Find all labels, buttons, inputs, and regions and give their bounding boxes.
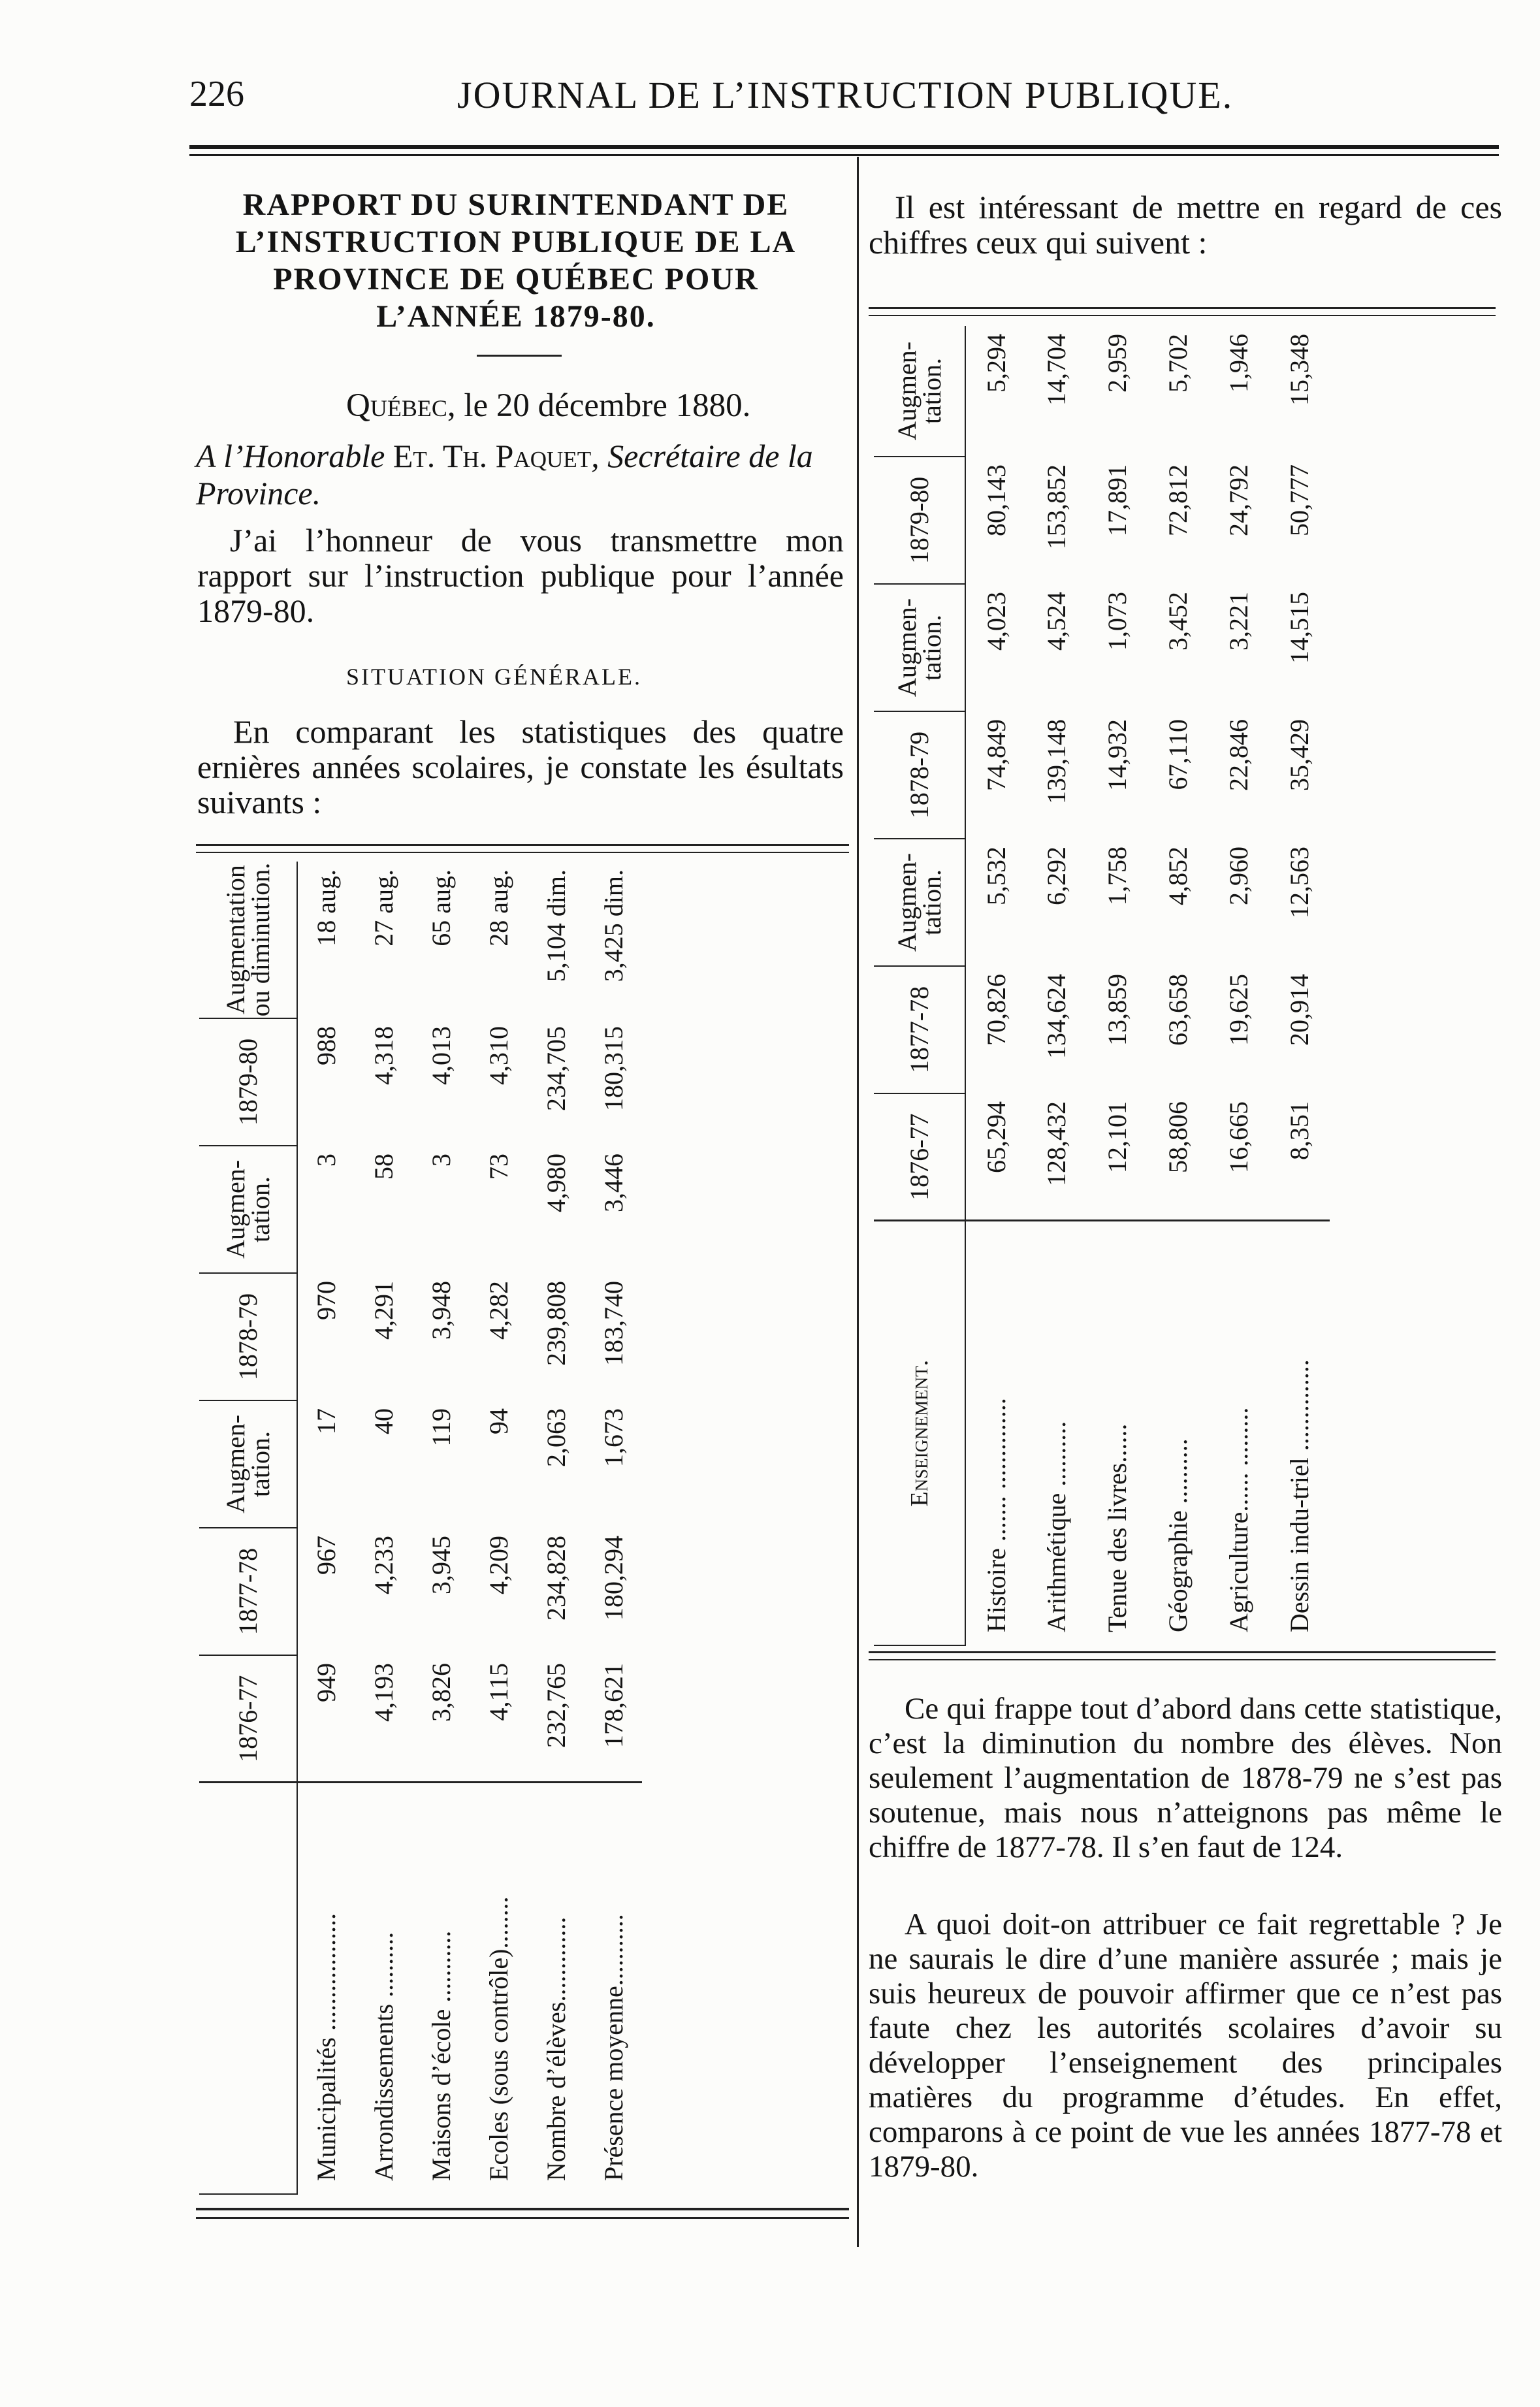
table2-col-header: 1879-80 xyxy=(874,457,965,584)
row-label: Présence moyenne........... xyxy=(585,1783,642,2194)
date: , le 20 décembre 1880. xyxy=(447,387,751,424)
cell: 27 aug. xyxy=(368,869,398,946)
cell: 3,826 xyxy=(426,1663,456,1722)
cell: 239,808 xyxy=(541,1281,571,1366)
cell: 15,348 xyxy=(1285,334,1314,406)
cell: 3,945 xyxy=(426,1536,456,1594)
table-row xyxy=(470,862,527,2194)
title-separator xyxy=(477,355,562,357)
table1-col-header: Augmen-tation. xyxy=(199,1400,297,1528)
cell: 13,859 xyxy=(1102,974,1132,1046)
cell: 3 xyxy=(426,1154,456,1167)
cell: 4,852 xyxy=(1163,847,1193,905)
row-label: Histoire ....... .............. xyxy=(965,1221,1026,1645)
cell: 4,115 xyxy=(483,1663,513,1721)
report-title xyxy=(189,186,842,335)
row-label: Ecoles (sous contrôle)........ xyxy=(470,1783,527,2194)
table1-col-header: 1878-79 xyxy=(199,1273,297,1400)
cell: 3,452 xyxy=(1163,592,1193,651)
report-title-line: RAPPORT DU SURINTENDANT DE xyxy=(242,187,790,222)
table1-col-header: 1879-80 xyxy=(199,1018,297,1146)
cell: 12,101 xyxy=(1102,1101,1132,1173)
cell: 1,073 xyxy=(1102,592,1132,651)
row-label: Nombre d’élèves............. xyxy=(527,1783,585,2194)
cell: 4,013 xyxy=(426,1026,456,1085)
cell: 4,023 xyxy=(981,592,1011,651)
cell: 2,959 xyxy=(1102,334,1132,393)
cell: 4,233 xyxy=(368,1536,398,1594)
cell: 967 xyxy=(312,1536,341,1575)
letter-body: J’ai l’honneur de vous transmettre mon rapport sur l’instruction publique pour l’année 1879-80. xyxy=(197,522,844,629)
cell: 988 xyxy=(312,1026,341,1065)
addressee-title: , Secrétaire de la Province. xyxy=(196,438,813,511)
cell: 24,792 xyxy=(1224,464,1253,536)
cell: 58 xyxy=(368,1154,398,1180)
row-label: Municipalités .................. xyxy=(297,1783,355,2194)
cell: 67,110 xyxy=(1163,719,1193,790)
table1-bottom-rule xyxy=(196,2208,849,2210)
cell: 3,221 xyxy=(1224,592,1253,651)
table1-col-header: Augmentation ou diminution. xyxy=(199,862,297,1018)
cell: 58,806 xyxy=(1163,1101,1193,1173)
cell: 40 xyxy=(368,1408,398,1434)
cell: 4,318 xyxy=(368,1026,398,1085)
table-row xyxy=(965,326,1026,1645)
table2-top-rule xyxy=(869,307,1496,309)
table-row xyxy=(527,862,585,2194)
right-paragraph-1: Ce qui frappe tout d’abord dans cette statistique, c’est la diminution du nombre des élèves. Non seulement l’augmentation de 1878-79 ne s’est pas soutenue, mais nous n’atteignons pas même le chiffre de 1877-78. Il s’en faut de 124. xyxy=(869,1692,1502,1864)
cell: 4,980 xyxy=(541,1154,571,1212)
cell: 4,524 xyxy=(1042,592,1071,651)
row-label: Maisons d’école ........... xyxy=(412,1783,470,2194)
cell: 22,846 xyxy=(1224,719,1253,791)
cell: 180,315 xyxy=(598,1026,628,1111)
cell: 153,852 xyxy=(1042,464,1071,549)
row-label: Agriculture...... ......... xyxy=(1208,1221,1269,1645)
table2-col-header: Augmen-tation. xyxy=(874,584,965,711)
page-number: 226 xyxy=(189,74,244,114)
table2-rotated xyxy=(874,326,1330,1646)
cell: 28 aug. xyxy=(483,869,513,946)
header-rule-thin xyxy=(189,154,1499,156)
cell: 73 xyxy=(483,1154,513,1180)
header-rule xyxy=(189,145,1499,149)
table1-col-header: 1877-78 xyxy=(199,1528,297,1655)
table2-row-header: Enseignement. xyxy=(874,1221,965,1645)
cell: 3,446 xyxy=(598,1154,628,1212)
cell: 17 xyxy=(312,1408,341,1434)
intro-paragraph: En comparant les statistiques des quatre ernières années scolaires, je constate les ésultats suivants : xyxy=(197,713,844,820)
right-intro: Il est intéressant de mettre en regard de ces chiffres ceux qui suivent : xyxy=(869,189,1502,261)
row-label: Géographie .......... xyxy=(1147,1221,1208,1645)
place-date xyxy=(346,387,750,425)
cell: 232,765 xyxy=(541,1663,571,1748)
report-title-line: L’ANNÉE 1879-80. xyxy=(376,299,656,334)
row-label: Tenue des livres...... xyxy=(1087,1221,1147,1645)
table-row xyxy=(355,862,412,2194)
running-title: JOURNAL DE L’INSTRUCTION PUBLIQUE. xyxy=(457,74,1234,116)
cell: 139,148 xyxy=(1042,719,1071,804)
table-row xyxy=(1147,326,1208,1645)
cell: 1,673 xyxy=(598,1408,628,1467)
cell: 63,658 xyxy=(1163,974,1193,1046)
cell: 16,665 xyxy=(1224,1101,1253,1173)
table-row xyxy=(585,862,642,2194)
addressee-name: Et. Th. Paquet xyxy=(393,438,592,474)
table2-top-rule-thin xyxy=(869,315,1496,316)
cell: 14,704 xyxy=(1042,334,1071,406)
table-row xyxy=(297,862,355,2194)
cell: 178,621 xyxy=(598,1663,628,1748)
table1-top-rule xyxy=(196,844,849,846)
table2-bottom-rule-thin xyxy=(869,1659,1496,1660)
column-divider xyxy=(857,157,859,2247)
table-row xyxy=(1026,326,1087,1645)
cell: 970 xyxy=(312,1281,341,1320)
cell: 17,891 xyxy=(1102,464,1132,536)
cell: 4,291 xyxy=(368,1281,398,1340)
cell: 65,294 xyxy=(981,1101,1011,1173)
cell: 4,209 xyxy=(483,1536,513,1594)
cell: 4,282 xyxy=(483,1281,513,1340)
cell: 65 aug. xyxy=(426,869,456,946)
table2-bottom-rule xyxy=(869,1651,1496,1653)
cell: 5,532 xyxy=(981,847,1011,905)
table-row xyxy=(1208,326,1269,1645)
cell: 19,625 xyxy=(1224,974,1253,1046)
cell: 14,932 xyxy=(1102,719,1132,791)
addressee xyxy=(196,438,842,512)
cell: 18 aug. xyxy=(312,869,341,946)
table2 xyxy=(874,326,1330,1646)
table2-col-header: 1878-79 xyxy=(874,711,965,839)
cell: 4,193 xyxy=(368,1663,398,1722)
cell: 35,429 xyxy=(1285,719,1314,791)
cell: 949 xyxy=(312,1663,341,1702)
cell: 134,624 xyxy=(1042,974,1071,1059)
table1-top-rule-thin xyxy=(196,852,849,853)
cell: 50,777 xyxy=(1285,464,1314,536)
section-heading: SITUATION GÉNÉRALE. xyxy=(346,664,642,690)
table-row xyxy=(1087,326,1147,1645)
report-title-line: L’INSTRUCTION PUBLIQUE DE LA xyxy=(235,225,797,259)
cell: 1,758 xyxy=(1102,847,1132,905)
right-paragraph-2: A quoi doit-on attribuer ce fait regrettable ? Je ne saurais le dire d’une manière assurée ; mais je suis heureux de pouvoir affirmer que ce n’est pas faute chez les autorités scolaires d’avoir su développer l’enseignement des principales matières du programme d’études. En effet, comparons à ce point de vue les années 1877-78 et 1879-80. xyxy=(869,1907,1502,2184)
table2-col-header: Augmen-tation. xyxy=(874,326,965,457)
cell: 12,563 xyxy=(1285,847,1314,918)
cell: 128,432 xyxy=(1042,1101,1071,1186)
table-row xyxy=(1269,326,1330,1645)
cell: 3,948 xyxy=(426,1281,456,1340)
cell: 5,702 xyxy=(1163,334,1193,393)
row-label: Dessin indu-triel .............. xyxy=(1269,1221,1330,1645)
table1-col-header: Augmen-tation. xyxy=(199,1146,297,1273)
cell: 8,351 xyxy=(1285,1101,1314,1160)
place: Québec xyxy=(346,387,447,424)
cell: 94 xyxy=(483,1408,513,1434)
cell: 183,740 xyxy=(598,1281,628,1366)
cell: 6,292 xyxy=(1042,847,1071,905)
cell: 70,826 xyxy=(981,974,1011,1046)
table2-col-header: Augmen-tation. xyxy=(874,839,965,966)
cell: 3,425 dim. xyxy=(598,869,628,982)
cell: 14,515 xyxy=(1285,592,1314,664)
table1-rotated xyxy=(199,862,642,2195)
cell: 5,294 xyxy=(981,334,1011,393)
addressee-prefix: A l’Honorable xyxy=(196,438,385,474)
cell: 72,812 xyxy=(1163,464,1193,536)
table2-col-header: 1876-77 xyxy=(874,1093,965,1221)
table2-col-header: 1877-78 xyxy=(874,966,965,1093)
cell: 5,104 dim. xyxy=(541,869,571,982)
cell: 180,294 xyxy=(598,1536,628,1621)
cell: 4,310 xyxy=(483,1026,513,1085)
table1-corner xyxy=(199,1783,297,2194)
cell: 2,063 xyxy=(541,1408,571,1467)
table-row xyxy=(412,862,470,2194)
cell: 3 xyxy=(312,1154,341,1167)
row-label: Arrondissements .......... xyxy=(355,1783,412,2194)
cell: 234,705 xyxy=(541,1026,571,1111)
table1-col-header: 1876-77 xyxy=(199,1655,297,1783)
table1 xyxy=(199,862,642,2195)
cell: 74,849 xyxy=(981,719,1011,791)
cell: 234,828 xyxy=(541,1536,571,1621)
report-title-line: PROVINCE DE QUÉBEC POUR xyxy=(273,262,759,297)
cell: 1,946 xyxy=(1224,334,1253,393)
cell: 20,914 xyxy=(1285,974,1314,1046)
cell: 80,143 xyxy=(981,464,1011,536)
cell: 2,960 xyxy=(1224,847,1253,905)
table1-bottom-rule-thin xyxy=(196,2217,849,2219)
row-label: Arithmétique .......... xyxy=(1026,1221,1087,1645)
cell: 119 xyxy=(426,1408,456,1447)
